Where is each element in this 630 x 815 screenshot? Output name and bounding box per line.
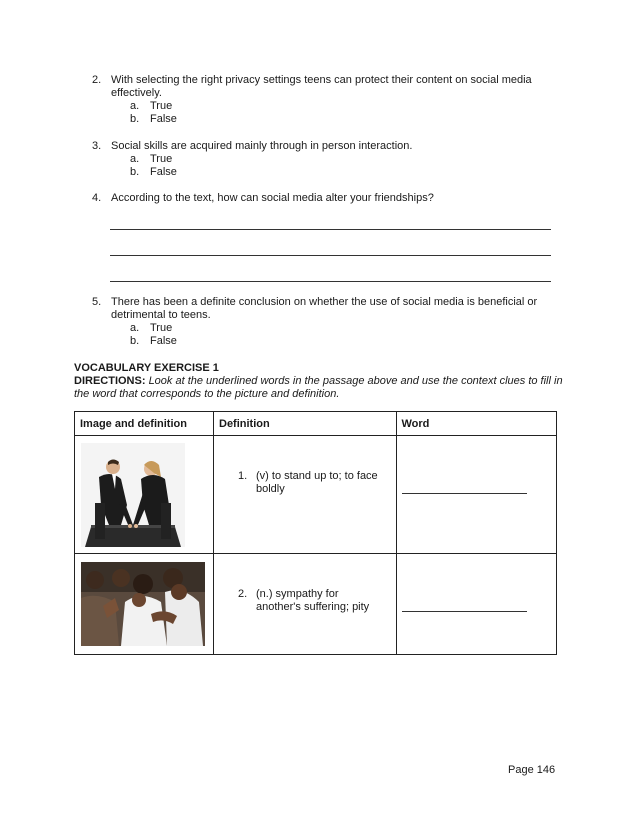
directions-text: Look at the underlined words in the passage above and use the context clues to fill in the word that corresponds to the picture and definition. (74, 375, 563, 400)
answer-line-1[interactable] (110, 229, 551, 230)
option-text: False (150, 166, 177, 178)
question-number: 3. (92, 140, 102, 152)
word-answer-line[interactable] (402, 611, 527, 612)
question-text: Social skills are acquired mainly through in person interaction. (111, 140, 413, 152)
option-letter: a. (130, 100, 140, 112)
option-b[interactable] (130, 166, 562, 179)
question-2 (92, 74, 562, 126)
question-number: 2. (92, 74, 102, 86)
option-a[interactable] (130, 322, 562, 335)
consoling-people-image (81, 562, 205, 646)
definition-number: 1. (238, 470, 248, 482)
definition-text: (v) to stand up to; to face boldly (256, 470, 378, 495)
directions-label: DIRECTIONS: (74, 375, 146, 387)
question-text: According to the text, how can social media alter your friendships? (111, 192, 434, 204)
question-number: 4. (92, 192, 102, 204)
vocabulary-table (74, 411, 557, 655)
header-image-and-definition: Image and definition (75, 412, 214, 436)
option-a[interactable] (130, 100, 562, 113)
question-5 (92, 296, 562, 348)
question-3 (92, 140, 562, 179)
question-text: With selecting the right privacy settings teens can protect their content on social media effectively. (111, 74, 532, 99)
word-cell[interactable] (396, 554, 557, 655)
confronting-people-image (81, 443, 185, 547)
option-b[interactable] (130, 335, 562, 348)
option-text: False (150, 113, 177, 125)
directions (74, 375, 564, 401)
answer-line-2[interactable] (110, 255, 551, 256)
question-text: There has been a definite conclusion on whether the use of social media is beneficial or detrimental to teens. (111, 296, 538, 321)
header-definition: Definition (214, 412, 397, 436)
option-letter: b. (130, 113, 140, 125)
question-4 (92, 192, 562, 205)
option-text: False (150, 335, 177, 347)
table-row (75, 554, 557, 655)
page-number: Page 146 (508, 764, 556, 776)
vocabulary-section (74, 362, 564, 401)
option-letter: a. (130, 153, 140, 165)
definition-number: 2. (238, 588, 248, 600)
definition-cell (214, 554, 397, 655)
option-b[interactable] (130, 113, 562, 126)
option-text: True (150, 100, 173, 112)
header-word: Word (396, 412, 557, 436)
image-cell (75, 554, 214, 655)
word-answer-line[interactable] (402, 493, 527, 494)
option-letter: b. (130, 335, 140, 347)
option-letter: b. (130, 166, 140, 178)
image-cell (75, 436, 214, 554)
table-row (75, 436, 557, 554)
word-cell[interactable] (396, 436, 557, 554)
table-header-row (75, 412, 557, 436)
option-text: True (150, 153, 173, 165)
definition-cell (214, 436, 397, 554)
definition-text: (n.) sympathy for another's suffering; pity (256, 588, 370, 613)
answer-line-3[interactable] (110, 281, 551, 282)
vocabulary-title: VOCABULARY EXERCISE 1 (74, 362, 219, 374)
option-letter: a. (130, 322, 140, 334)
option-text: True (150, 322, 173, 334)
question-number: 5. (92, 296, 102, 308)
option-a[interactable] (130, 153, 562, 166)
